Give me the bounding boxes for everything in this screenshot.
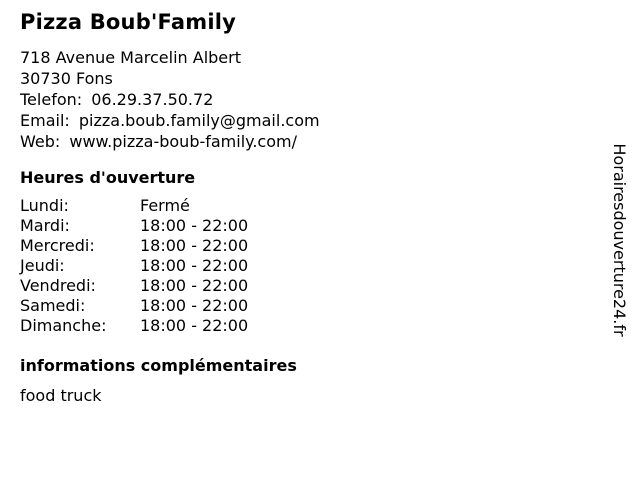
phone-line [20, 89, 600, 110]
web-value: www.pizza-boub-family.com/ [69, 132, 297, 151]
hours-day: Jeudi: [20, 256, 65, 275]
hours-time: 18:00 - 22:00 [140, 236, 249, 255]
hours-day: Lundi: [20, 196, 69, 215]
hours-table [20, 196, 600, 336]
web-line [20, 131, 600, 152]
phone-label: Telefon: [20, 90, 83, 109]
extra-info-text: food truck [20, 386, 102, 405]
hours-row [20, 276, 600, 296]
hours-time: 18:00 - 22:00 [140, 216, 249, 235]
site-watermark: Horairesdouverture24.fr [610, 143, 629, 337]
web-label: Web: [20, 132, 61, 151]
hours-time: Fermé [140, 196, 190, 215]
page-title: Pizza Boub'Family [20, 10, 237, 34]
hours-day: Mercredi: [20, 236, 95, 255]
contact-block [20, 47, 600, 152]
hours-row [20, 216, 600, 236]
hours-time: 18:00 - 22:00 [140, 276, 249, 295]
hours-row [20, 296, 600, 316]
email-value: pizza.boub.family@gmail.com [78, 111, 320, 130]
hours-day: Mardi: [20, 216, 70, 235]
hours-day: Samedi: [20, 296, 86, 315]
hours-row [20, 316, 600, 336]
email-line [20, 110, 600, 131]
hours-row [20, 236, 600, 256]
hours-row [20, 256, 600, 276]
hours-day: Dimanche: [20, 316, 107, 335]
address-line-2: 30730 Fons [20, 69, 113, 88]
hours-time: 18:00 - 22:00 [140, 296, 249, 315]
hours-time: 18:00 - 22:00 [140, 316, 249, 335]
email-label: Email: [20, 111, 70, 130]
hours-row [20, 196, 600, 216]
opening-hours-heading: Heures d'ouverture [20, 168, 196, 187]
phone-value: 06.29.37.50.72 [91, 90, 214, 109]
extra-info-heading: informations complémentaires [20, 356, 297, 375]
hours-day: Vendredi: [20, 276, 96, 295]
address-line-1: 718 Avenue Marcelin Albert [20, 48, 241, 67]
hours-time: 18:00 - 22:00 [140, 256, 249, 275]
